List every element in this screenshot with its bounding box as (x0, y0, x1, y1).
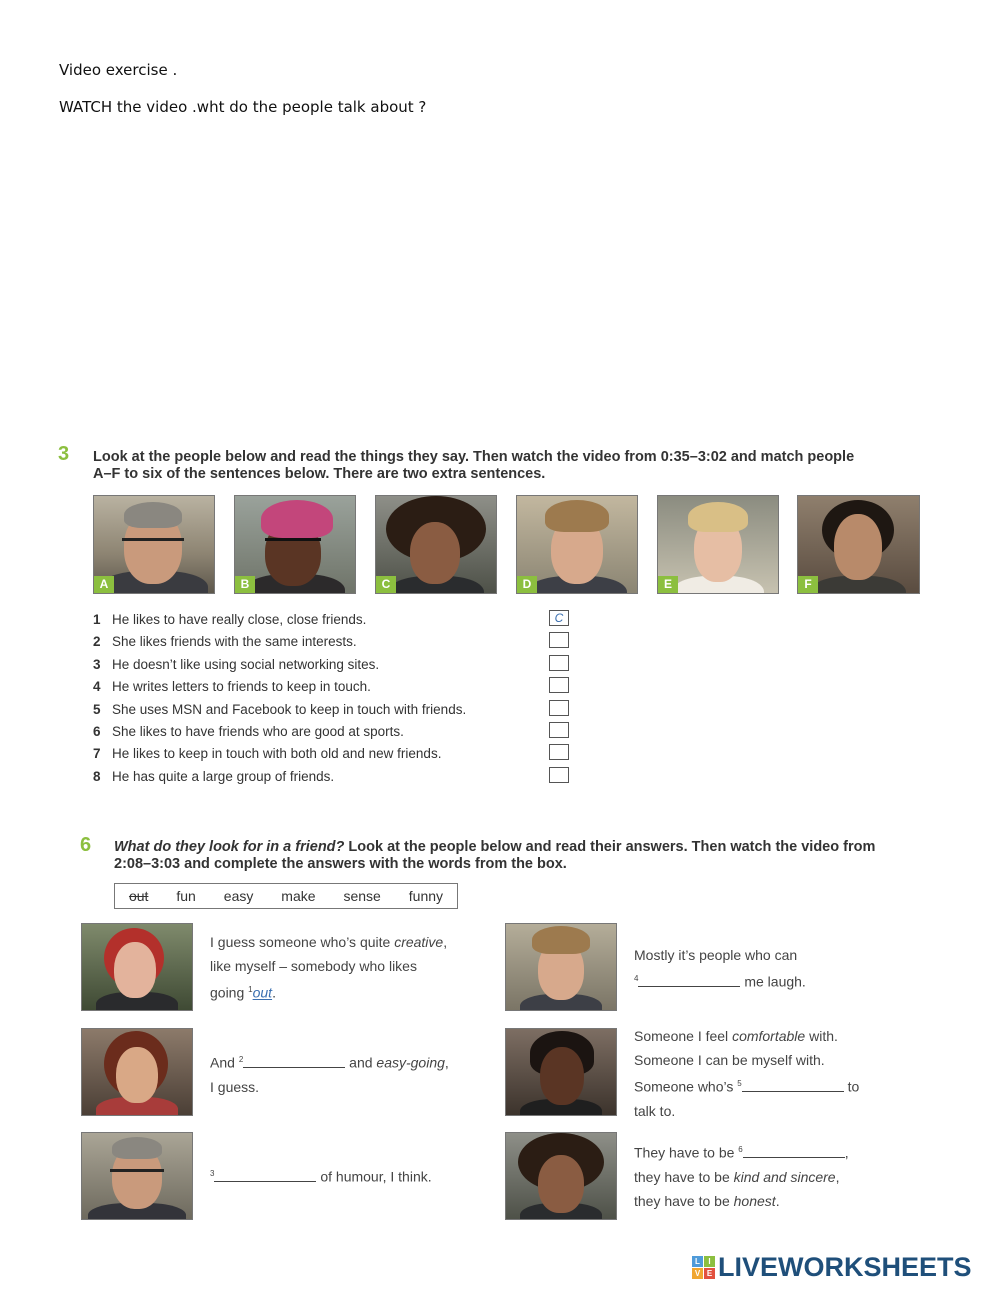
answer-photo-2 (81, 1028, 193, 1116)
answer-text-5 (634, 1024, 859, 1123)
answer-1-em: creative (394, 934, 444, 950)
answer-5-blank[interactable] (742, 1077, 844, 1092)
answer-4-post: me laugh. (740, 973, 806, 990)
exercise-6-instruction-line2: 2:08–3:03 and complete the answers with the words from the box. (114, 856, 567, 872)
answer-6-blank[interactable] (743, 1143, 845, 1158)
exercise-6-question: What do they look for in a friend? (114, 839, 345, 855)
logo-mark-letter: E (704, 1268, 715, 1279)
answer-photo-6 (505, 1132, 617, 1220)
answer-box-1[interactable]: C (549, 610, 569, 626)
answer-6-line2: they have to be (634, 1168, 734, 1185)
word-box-item: funny (408, 888, 444, 904)
logo-mark-letter: V (692, 1268, 703, 1279)
answer-5-line1: Someone I feel (634, 1028, 733, 1044)
answer-4-blank[interactable] (638, 972, 740, 987)
answer-6-line1: They have to be (634, 1144, 739, 1161)
exercise-6-number: 6 (80, 834, 92, 856)
person-tag-e: E (658, 576, 678, 593)
sentence-7 (93, 746, 441, 761)
answer-photo-3 (81, 1132, 193, 1220)
person-tag-b: B (235, 576, 255, 593)
person-tag-f: F (798, 576, 818, 593)
person-photo-a (93, 495, 215, 594)
answer-text-4 (634, 943, 806, 994)
exercise-6-instruction (114, 839, 974, 873)
answer-5-line1-end: with. (805, 1028, 838, 1044)
word-box-item: out (128, 888, 149, 904)
exercise-6-instruction-rest: Look at the people below and read their answers. Then watch the video from (344, 839, 876, 855)
answer-2-line2: I guess. (210, 1078, 260, 1095)
person-photo-b (234, 495, 356, 594)
answer-1-line1-end: , (443, 934, 448, 950)
answer-2-pre: And (210, 1054, 239, 1071)
answer-text-1 (210, 930, 447, 1005)
answer-5-line3: Someone who’s (634, 1078, 738, 1095)
sentence-text: She uses MSN and Facebook to keep in touch with friends. (112, 702, 467, 717)
sentence-3 (93, 657, 379, 672)
answer-2-blank[interactable] (243, 1053, 345, 1068)
answer-1-filled[interactable]: out (252, 984, 273, 1001)
logo-mark-letter: L (692, 1256, 703, 1267)
answer-1-line3-end: . (272, 984, 276, 1001)
sentence-number: 7 (93, 746, 101, 761)
sentence-text: He has quite a large group of friends. (112, 769, 335, 784)
answer-6-line1-end: , (844, 1144, 849, 1161)
logo-mark-icon (692, 1256, 715, 1279)
word-box-item: make (281, 888, 316, 904)
answer-box-4[interactable] (549, 677, 569, 693)
sentence-5 (93, 702, 466, 717)
answer-2-number: 2 (238, 1055, 244, 1064)
answer-1-line2: like myself – somebody who likes (210, 958, 417, 974)
exercise-6-instruction-line1 (114, 839, 974, 856)
answer-4-line1: Mostly it’s people who can (634, 947, 798, 963)
person-photo-f (797, 495, 920, 594)
sentence-text: He doesn’t like using social networking sites. (112, 657, 380, 672)
answer-5-line2: Someone I can be myself with. (634, 1052, 825, 1068)
answer-5-line3-end: to (843, 1078, 860, 1095)
sentence-6 (93, 724, 404, 739)
person-tag-a: A (94, 576, 114, 593)
answer-photo-1 (81, 923, 193, 1011)
word-box-item: fun (176, 888, 196, 904)
person-photo-e (657, 495, 779, 594)
sentence-number: 1 (93, 612, 101, 627)
sentence-8 (93, 769, 334, 784)
answer-6-line3-end: . (775, 1192, 780, 1209)
sentence-text: She likes to have friends who are good at sports. (112, 724, 404, 739)
answer-box-8[interactable] (549, 767, 569, 783)
exercise-3-number: 3 (58, 443, 70, 465)
answer-6-line3: they have to be (634, 1192, 734, 1209)
intro-question: WATCH the video .wht do the people talk about ? (59, 98, 427, 116)
answer-box-3[interactable] (549, 655, 569, 671)
answer-6-line3-em: honest (733, 1192, 776, 1209)
exercise-3-instruction (93, 449, 973, 483)
logo-mark-letter: I (704, 1256, 715, 1267)
answer-2-post: and (345, 1054, 377, 1071)
answer-box-2[interactable] (549, 632, 569, 648)
person-tag-c: C (376, 576, 396, 593)
sentence-number: 3 (93, 657, 101, 672)
answer-text-2 (210, 1048, 449, 1099)
intro-title: Video exercise . (59, 61, 178, 79)
sentence-number: 8 (93, 769, 101, 784)
answer-box-7[interactable] (549, 744, 569, 760)
answer-1-number: 1 (248, 985, 253, 994)
sentence-4 (93, 679, 371, 694)
answer-box-5[interactable] (549, 700, 569, 716)
sentence-number: 4 (93, 679, 101, 694)
answer-2-em: easy-going (376, 1054, 445, 1071)
answer-photo-5 (505, 1028, 617, 1116)
sentence-text: He likes to have really close, close friends. (112, 612, 367, 627)
word-box-item: easy (223, 888, 254, 904)
answer-3-blank[interactable] (214, 1167, 316, 1182)
answer-5-line4: talk to. (634, 1102, 676, 1119)
answer-5-number: 5 (737, 1079, 742, 1088)
sentence-text: She likes friends with the same interests. (112, 634, 357, 649)
exercise-3-instruction-line1: Look at the people below and read the things they say. Then watch the video from 0:35–3:02 and match people (93, 449, 855, 465)
person-photo-d (516, 495, 638, 594)
answer-1-line3: going (210, 984, 249, 1001)
sentence-text: He writes letters to friends to keep in touch. (112, 679, 371, 694)
sentence-1 (93, 612, 366, 627)
answer-photo-4 (505, 923, 617, 1011)
person-photo-c (375, 495, 497, 594)
answer-text-6 (634, 1138, 849, 1213)
answer-text-3 (210, 1162, 432, 1189)
sentence-number: 5 (93, 702, 101, 717)
sentence-number: 2 (93, 634, 101, 649)
answer-4-number: 4 (634, 974, 639, 983)
exercise-3-instruction-line2: A–F to six of the sentences below. There are two extra sentences. (93, 466, 546, 482)
answer-1-line1: I guess someone who’s quite (210, 934, 395, 950)
answer-6-line2-end: , (835, 1168, 840, 1185)
answer-3-number: 3 (210, 1169, 215, 1178)
logo-text: LIVEWORKSHEETS (718, 1252, 972, 1282)
answer-5-em: comfortable (732, 1028, 806, 1044)
answer-3-post: of humour, I think. (316, 1168, 432, 1185)
sentence-number: 6 (93, 724, 101, 739)
person-tag-d: D (517, 576, 537, 593)
answer-2-end: , (444, 1054, 449, 1071)
word-box (114, 883, 458, 909)
answer-6-line2-em: kind and sincere (733, 1168, 836, 1185)
answer-box-6[interactable] (549, 722, 569, 738)
sentence-text: He likes to keep in touch with both old and new friends. (112, 746, 442, 761)
word-box-item: sense (343, 888, 381, 904)
liveworksheets-logo (692, 1252, 972, 1283)
sentence-2 (93, 634, 357, 649)
answer-6-number: 6 (738, 1145, 743, 1154)
